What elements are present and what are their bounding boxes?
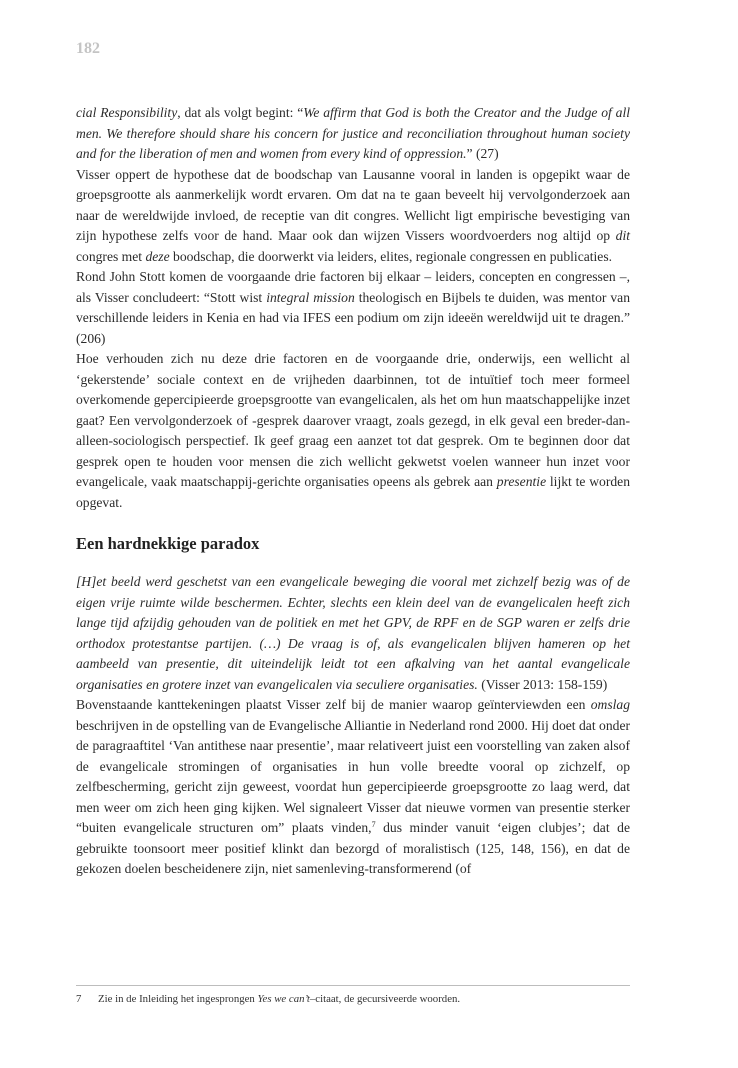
- paragraph-1: cial Responsibility, dat als volgt begint: “We affirm that God is both the Creator and the Judge of all men. We therefore should share his concern for justice and reconciliation throughout human society and for the liberation of men and women from every kind of oppression.” (27): [76, 105, 630, 161]
- italic-quote: We affirm that God is both the Creator and the Judge of all men. We therefore should share his concern for justice and reconciliation throughout human society and for the liberation of men and women from every kind of oppression.: [76, 105, 630, 161]
- quote-text: [H]et beeld werd geschetst van een evangelicale beweging die vooral met zichzelf bezig was of de eigen vrije ruimte wilde beschermen. Echter, slechts een klein deel van de evangelicalen heeft zich lange tijd afzijdig gehouden van de politiek en met het GPV, de RPF en de SGP waren er zelfs drie orthodox protestantse partijen. (…) De vraag is of, als evangelicalen blijven hameren op het aambeeld van presentie, dit uiteindelijk leidt tot een afkalving van het aantal evangelicale organisaties en grotere inzet van evangelicalen via seculiere organisaties.: [76, 574, 630, 692]
- paragraph-5: Bovenstaande kanttekeningen plaatst Visser zelf bij de manier waarop geïnterviewden een omslag beschrijven in de opstelling van de Evangelische Alliantie in Nederland rond 2000. Hij doet dat onder de paragraaftitel ‘Van antithese naar presentie’, maar relativeert juist een voorstelling van zaken alsof de evangelicale stromingen of organisaties in hun volle breedte vooral op zichzelf, op zelfbescherming, gericht zijn geweest, voordat hun gepercipieerde groepsgrootte zo laag werd, dat men weer om zich heen ging kijken. Wel signaleert Visser dat nieuwe vormen van presentie sterker “buiten evangelicale structuren om” plaats vinden,$^7$ dus minder vanuit ‘eigen clubjes’; dat de gebruikte toonsoort meer positief klinkt dan bezorgd of moralistisch (125, 148, 156), en dat de gekozen doelen bescheidenere zijn, niet samenleving-transformerend (of: [76, 697, 630, 876]
- footnote: 7 Zie in de Inleiding het ingesprongen Yes we can’t–citaat, de gecursiveerde woorden.: [76, 993, 461, 1005]
- section-heading: Een hardnekkige paradox: [76, 534, 260, 553]
- body-text: [76, 103, 630, 880]
- page-number: 182: [76, 40, 100, 57]
- paragraph-3: Rond John Stott komen de voorgaande drie factoren bij elkaar – leiders, concepten en congressen –, als Visser concludeert: “Stott wist integral mission theologisch en Bijbels te duiden, was mentor van verschillende leiders in Kenia en had via IFES een podium om zijn ideeën wereldwijd uit te dragen.” (206): [76, 269, 630, 346]
- footnote-reference[interactable]: 7: [371, 820, 376, 829]
- paragraph-2: Visser oppert de hypothese dat de boodschap van Lausanne vooral in landen is opgepikt waar de groepsgrootte als aanmerkelijk wordt ervaren. Om dat na te gaan beveelt hij vervolgonderzoek aan naar de wereldwijde invloed, de receptie van dit congres. Wellicht ligt empirische bevestiging van zijn hypothese zelfs voor de hand. Maar ook dan wijzen Vissers woordvoerders nog altijd op dit congres met deze boodschap, die doorwerkt via leiders, elites, regionale congressen en publicaties.: [76, 166, 630, 264]
- paragraph-4: Hoe verhouden zich nu deze drie factoren en de voorgaande drie, onderwijs, een wellicht al ‘gekerstende’ sociale context en de vrijheden daarbinnen, tot de intuïtief toch meer formeel overkomende gepercipieerde groepsgrootte van evangelicalen, als het om hun maatschappelijke inzet gaat? Een vervolgonderzoek of -gesprek daarover vraagt, zoals gezegd, in elk geval een breder-dan-alleen-sociologisch perspectief. Ik geef graag een aanzet tot dat gesprek. Om te beginnen door dat gesprek open te houden voor mensen die zich wellicht gekwetst voelen wanneer hun inzet voor evangelicale, vaak maatschappij-gerichte organisaties opeens als gebrek aan presentie lijkt te worden opgevat.: [76, 351, 630, 510]
- quote-citation: (Visser 2013: 158-159): [477, 676, 608, 692]
- block-quote: [76, 572, 630, 695]
- footnote-number: 7: [76, 993, 82, 1005]
- italic-term: cial Responsibility: [76, 105, 178, 120]
- footnote-divider: [76, 985, 630, 986]
